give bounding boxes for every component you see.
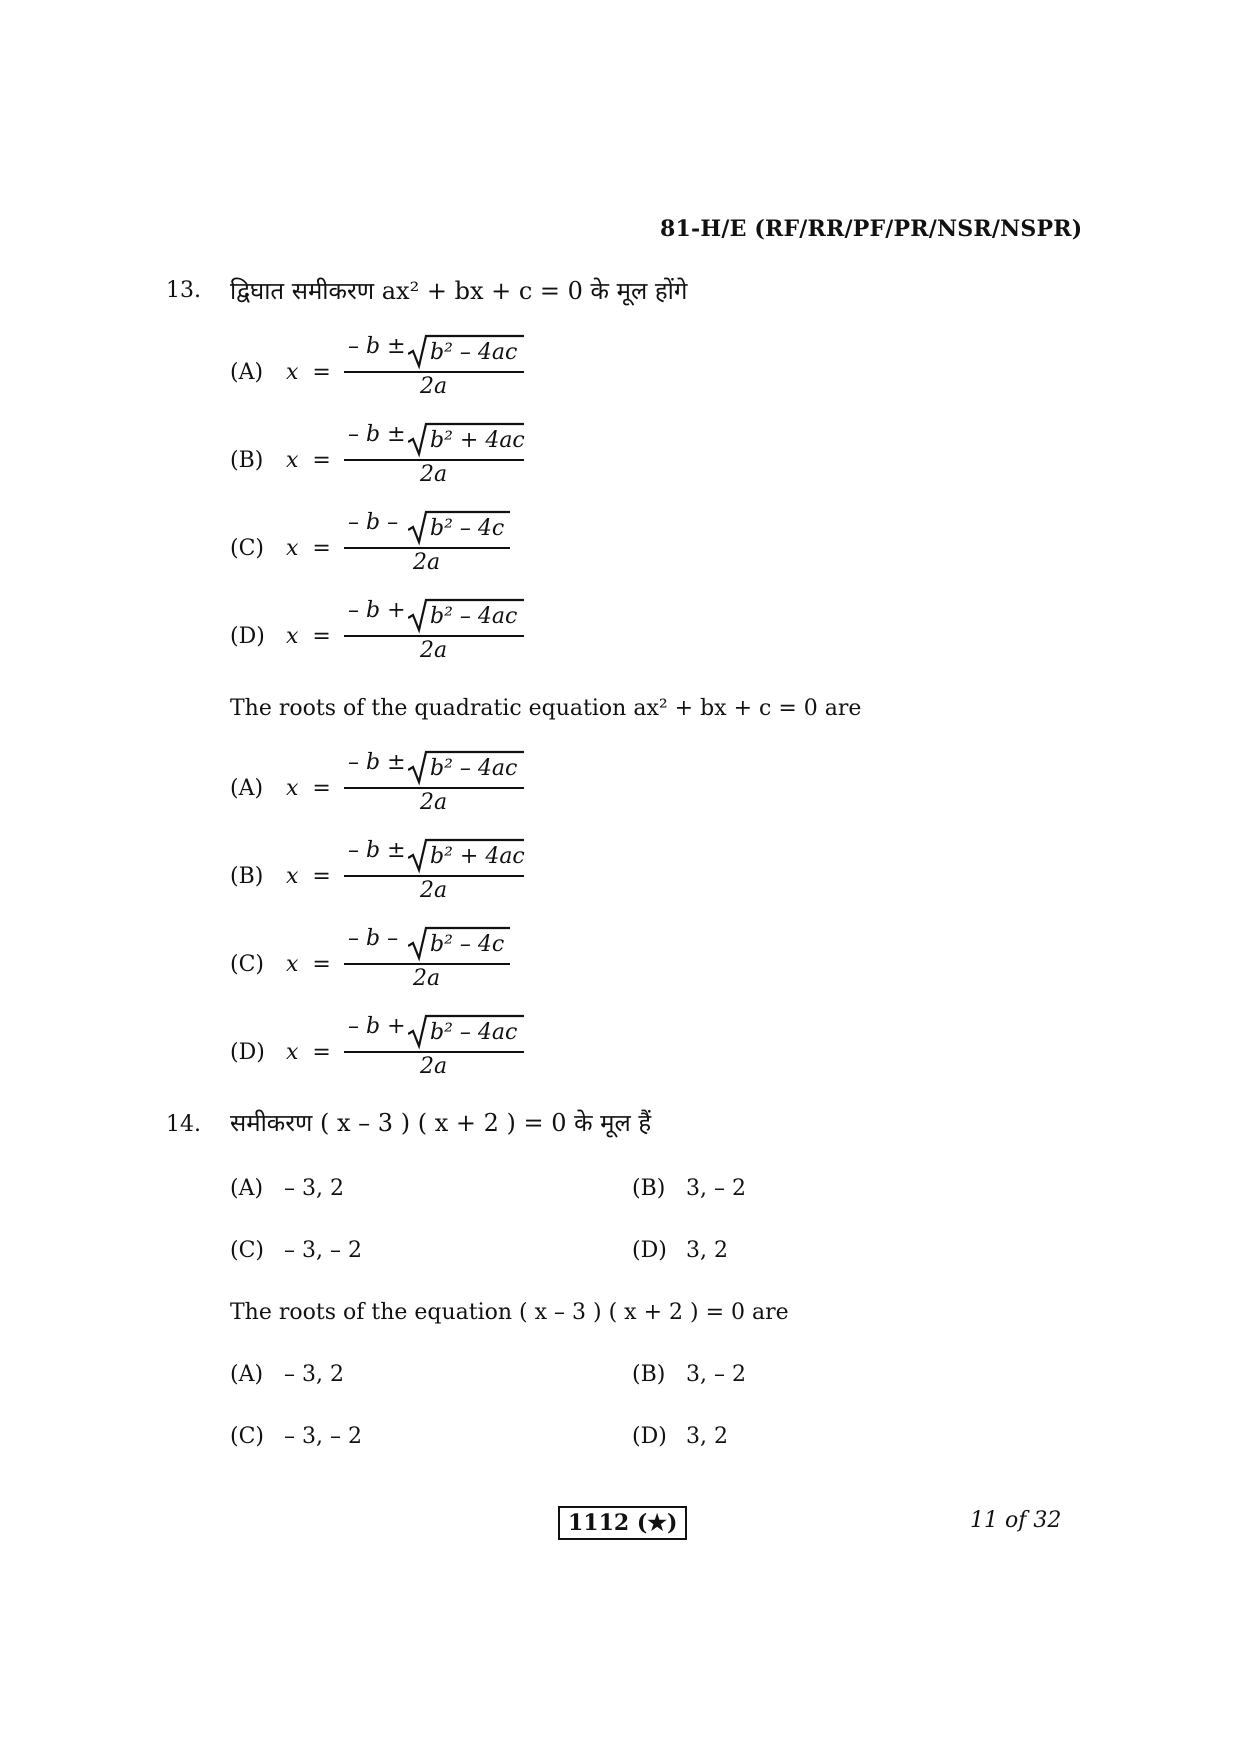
radicand: b² – 4ac (430, 340, 518, 365)
option-label: (A) (230, 1176, 264, 1201)
fraction-bar (344, 635, 524, 637)
numerator-prefix: – b ± (348, 422, 406, 447)
option-value: – 3, 2 (284, 1362, 344, 1387)
equation-lhs: x = (286, 624, 331, 649)
numerator-prefix: – b ± (348, 334, 406, 359)
booklet-code: 1112 (★) (558, 1506, 687, 1540)
radicand: b² – 4ac (430, 756, 518, 781)
option-value: 3, 2 (686, 1424, 728, 1449)
equation-lhs: x = (286, 536, 331, 561)
question-text-english: The roots of the equation ( x – 3 ) ( x + 2 ) = 0 are (230, 1300, 789, 1325)
fraction-bar (344, 547, 510, 549)
option-label: (D) (230, 1040, 265, 1065)
denominator: 2a (420, 878, 448, 903)
option-label: (B) (230, 448, 264, 473)
option-label: (C) (230, 1424, 264, 1449)
option-label: (A) (230, 776, 264, 801)
option-label: (A) (230, 1362, 264, 1387)
denominator: 2a (420, 462, 448, 487)
equation-lhs: x = (286, 1040, 331, 1065)
option-label: (C) (230, 536, 264, 561)
radicand: b² – 4c (430, 932, 505, 957)
fraction-bar (344, 875, 524, 877)
option-value: 3, – 2 (686, 1176, 746, 1201)
equation-lhs: x = (286, 952, 331, 977)
denominator: 2a (420, 374, 448, 399)
option-label: (D) (230, 624, 265, 649)
equation-lhs: x = (286, 448, 331, 473)
option-label: (D) (632, 1424, 667, 1449)
denominator: 2a (420, 790, 448, 815)
equation-lhs: x = (286, 360, 331, 385)
numerator-prefix: – b – (348, 510, 399, 535)
option-value: – 3, 2 (284, 1176, 344, 1201)
numerator-prefix: – b – (348, 926, 399, 951)
radicand: b² – 4c (430, 516, 505, 541)
fraction-bar (344, 787, 524, 789)
question-number: 13. (166, 278, 201, 303)
fraction-bar (344, 1051, 524, 1053)
radicand: b² + 4ac (430, 844, 525, 869)
option-value: 3, 2 (686, 1238, 728, 1263)
fraction-bar (344, 963, 510, 965)
option-label: (C) (230, 1238, 264, 1263)
numerator-prefix: – b ± (348, 838, 406, 863)
fraction-bar (344, 371, 524, 373)
page-number: 11 of 32 (970, 1508, 1062, 1533)
denominator: 2a (420, 1054, 448, 1079)
option-label: (D) (632, 1238, 667, 1263)
paper-code: 81-H/E (RF/RR/PF/PR/NSR/NSPR) (660, 216, 1083, 242)
option-value: – 3, – 2 (284, 1238, 362, 1263)
question-text-hindi: समीकरण ( x – 3 ) ( x + 2 ) = 0 के मूल हैं (230, 1109, 652, 1137)
option-label: (A) (230, 360, 264, 385)
option-value: 3, – 2 (686, 1362, 746, 1387)
radicand: b² – 4ac (430, 604, 518, 629)
equation-lhs: x = (286, 864, 331, 889)
denominator: 2a (413, 550, 441, 575)
option-label: (B) (632, 1176, 666, 1201)
question-number: 14. (166, 1112, 201, 1137)
denominator: 2a (420, 638, 448, 663)
question-text-hindi: द्विघात समीकरण ax² + bx + c = 0 के मूल होंगे (230, 277, 688, 305)
fraction-bar (344, 459, 524, 461)
option-label: (B) (632, 1362, 666, 1387)
denominator: 2a (413, 966, 441, 991)
question-text-english: The roots of the quadratic equation ax² + bx + c = 0 are (230, 696, 862, 721)
numerator-prefix: – b + (348, 598, 406, 623)
option-label: (B) (230, 864, 264, 889)
option-value: – 3, – 2 (284, 1424, 362, 1449)
numerator-prefix: – b ± (348, 750, 406, 775)
radicand: b² + 4ac (430, 428, 525, 453)
equation-lhs: x = (286, 776, 331, 801)
radicand: b² – 4ac (430, 1020, 518, 1045)
option-label: (C) (230, 952, 264, 977)
numerator-prefix: – b + (348, 1014, 406, 1039)
